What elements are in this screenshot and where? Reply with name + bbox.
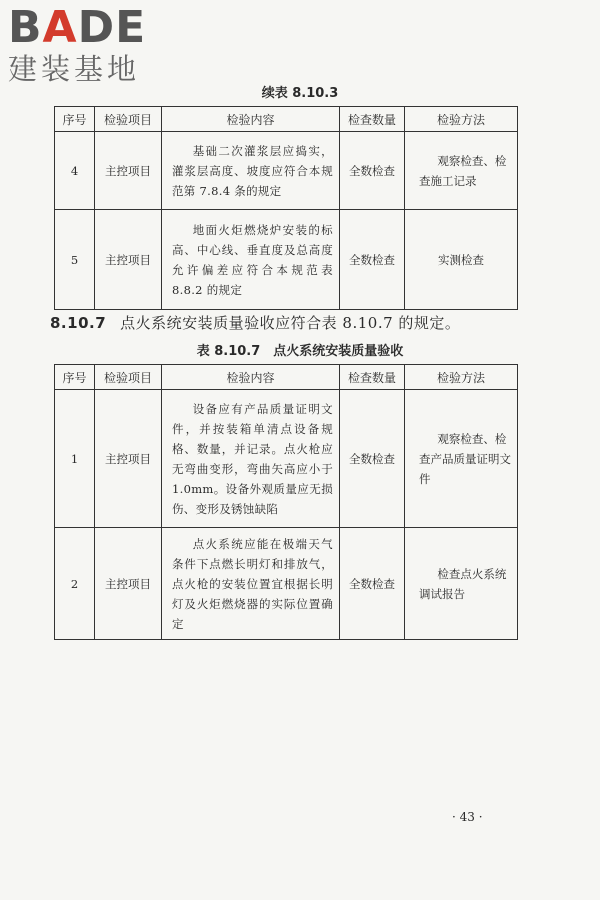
table1-caption: 续表 8.10.3 <box>261 86 339 101</box>
header-quantity: 检查数量 <box>340 365 405 390</box>
row-quantity: 全数检查 <box>340 528 405 640</box>
header-content: 检验内容 <box>162 107 340 132</box>
table-row <box>55 390 518 528</box>
row-item: 主控项目 <box>95 390 162 528</box>
table1-header-row <box>55 107 518 132</box>
header-quantity: 检查数量 <box>340 107 405 132</box>
row-quantity: 全数检查 <box>340 390 405 528</box>
header-method: 检验方法 <box>405 107 518 132</box>
row-content: 点火系统应能在极端天气条件下点燃长明灯和排放气，点火枪的安装位置宜根据长明灯及火炬燃烧器的实际位置确定 <box>162 528 340 640</box>
table-row <box>55 528 518 640</box>
row-item: 主控项目 <box>95 528 162 640</box>
row-method: 观察检查、检查施工记录 <box>405 132 518 210</box>
page-number: · 43 · <box>452 810 483 824</box>
row-method: 检查点火系统调试报告 <box>405 528 518 640</box>
row-content: 设备应有产品质量证明文件，并按装箱单清点设备规格、数量，并记录。点火枪应无弯曲变形，弯曲矢高应小于 1.0mm。设备外观质量应无损伤、变形及锈蚀缺陷 <box>162 390 340 528</box>
logo-wordmark: BADE <box>8 2 147 53</box>
table1 <box>54 106 518 310</box>
row-no: 1 <box>55 390 95 528</box>
table2 <box>54 364 518 640</box>
clause-text: 点火系统安装质量验收应符合表 8.10.7 的规定。 <box>120 314 461 332</box>
row-no: 4 <box>55 132 95 210</box>
header-no: 序号 <box>55 365 95 390</box>
table-row <box>55 210 518 310</box>
row-content: 基础二次灌浆层应捣实，灌浆层高度、坡度应符合本规范第 7.8.4 条的规定 <box>162 132 340 210</box>
header-item: 检验项目 <box>95 365 162 390</box>
table-row <box>55 132 518 210</box>
logo-subtitle: 建装基地 <box>8 52 141 86</box>
row-no: 2 <box>55 528 95 640</box>
header-content: 检验内容 <box>162 365 340 390</box>
row-content: 地面火炬燃烧炉安装的标高、中心线、垂直度及总高度允许偏差应符合本规范表 8.8.2 的规定 <box>162 210 340 310</box>
row-method: 实测检查 <box>405 210 518 310</box>
table2-caption: 表 8.10.7 点火系统安装质量验收 <box>196 344 404 359</box>
row-item: 主控项目 <box>95 210 162 310</box>
header-no: 序号 <box>55 107 95 132</box>
row-quantity: 全数检查 <box>340 132 405 210</box>
row-no: 5 <box>55 210 95 310</box>
table2-header-row <box>55 365 518 390</box>
clause-8-10-7 <box>50 312 460 333</box>
header-item: 检验项目 <box>95 107 162 132</box>
header-method: 检验方法 <box>405 365 518 390</box>
row-item: 主控项目 <box>95 132 162 210</box>
clause-number: 8.10.7 <box>50 314 107 332</box>
logo <box>8 2 178 86</box>
row-quantity: 全数检查 <box>340 210 405 310</box>
row-method: 观察检查、检查产品质量证明文件 <box>405 390 518 528</box>
